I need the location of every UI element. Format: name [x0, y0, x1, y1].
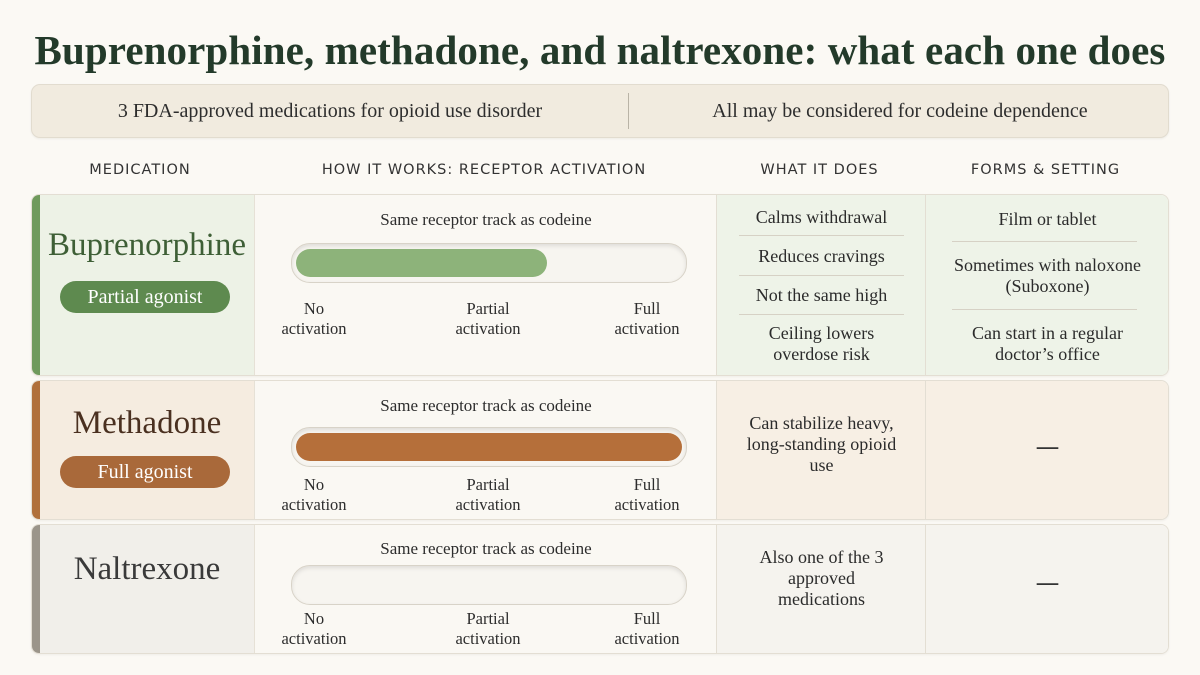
row-accent-bar — [32, 195, 40, 375]
what-it-does-cell — [716, 525, 926, 653]
medication-cell — [40, 525, 254, 653]
agonist-type-badge: Partial agonist — [60, 281, 230, 313]
effect-item: Can stabilize heavy, long-standing opioid use — [746, 413, 897, 475]
receptor-track — [291, 565, 687, 605]
effect-divider — [739, 275, 904, 276]
summary-banner — [31, 84, 1169, 138]
receptor-activation-cell — [254, 381, 717, 519]
page-title: Buprenorphine, methadone, and naltrexone: what each one does — [34, 27, 1166, 73]
column-header-what-it-does: WHAT IT DOES — [760, 162, 879, 178]
column-header-how-it-works: HOW IT WORKS: RECEPTOR ACTIVATION — [321, 162, 647, 178]
form-item: Sometimes with naloxone (Suboxone) — [954, 255, 1141, 296]
column-header-forms-setting: FORMS & SETTING — [970, 162, 1121, 178]
column-header-medication: MEDICATION — [89, 162, 191, 178]
form-divider — [952, 309, 1137, 310]
forms-setting-cell — [925, 381, 1169, 519]
activation-fill — [296, 249, 547, 277]
effect-item: Calms withdrawal — [755, 207, 888, 227]
forms-setting-cell — [925, 195, 1169, 375]
row-accent-bar — [32, 525, 40, 653]
effect-item: Not the same high — [755, 285, 888, 305]
scale-partial-activation: Partial activation — [455, 299, 521, 338]
medication-name: Naltrexone — [73, 551, 221, 587]
what-it-does-cell — [716, 381, 926, 519]
form-item: Can start in a regular doctor’s office — [972, 323, 1123, 364]
banner-codeine-text: All may be considered for codeine dependence — [712, 100, 1088, 122]
effect-item: Reduces cravings — [758, 246, 885, 266]
row-methadone — [31, 380, 1169, 520]
medication-name: Methadone — [72, 405, 222, 441]
row-accent-bar — [32, 381, 40, 519]
track-label: Same receptor track as codeine — [380, 210, 592, 229]
scale-full-activation: Full activation — [614, 609, 680, 648]
scale-full-activation: Full activation — [614, 299, 680, 338]
effect-divider — [739, 235, 904, 236]
banner-divider — [628, 93, 629, 129]
what-it-does-cell — [716, 195, 926, 375]
receptor-track — [291, 243, 687, 283]
activation-fill — [296, 433, 682, 461]
empty-dash: — — [1035, 433, 1060, 461]
form-divider — [952, 241, 1137, 242]
track-label: Same receptor track as codeine — [380, 539, 592, 558]
scale-partial-activation: Partial activation — [455, 609, 521, 648]
medication-name: Buprenorphine — [48, 227, 246, 263]
scale-no-activation: No activation — [281, 299, 347, 338]
receptor-activation-cell — [254, 195, 717, 375]
scale-no-activation: No activation — [281, 609, 347, 648]
forms-setting-cell — [925, 525, 1169, 653]
scale-full-activation: Full activation — [614, 475, 680, 514]
scale-partial-activation: Partial activation — [455, 475, 521, 514]
receptor-activation-cell — [254, 525, 717, 653]
form-item: Film or tablet — [998, 209, 1097, 229]
medication-cell — [40, 381, 254, 519]
row-buprenorphine — [31, 194, 1169, 376]
row-naltrexone — [31, 524, 1169, 654]
effect-divider — [739, 314, 904, 315]
track-label: Same receptor track as codeine — [380, 396, 592, 415]
scale-no-activation: No activation — [281, 475, 347, 514]
medication-cell — [40, 195, 254, 375]
empty-dash: — — [1035, 569, 1060, 597]
effect-item: Also one of the 3 approved medications — [759, 547, 884, 609]
banner-approved-text: 3 FDA-approved medications for opioid use disorder — [117, 100, 543, 122]
agonist-type-badge: Full agonist — [60, 456, 230, 488]
effect-item: Ceiling lowers overdose risk — [768, 323, 875, 364]
receptor-track — [291, 427, 687, 467]
